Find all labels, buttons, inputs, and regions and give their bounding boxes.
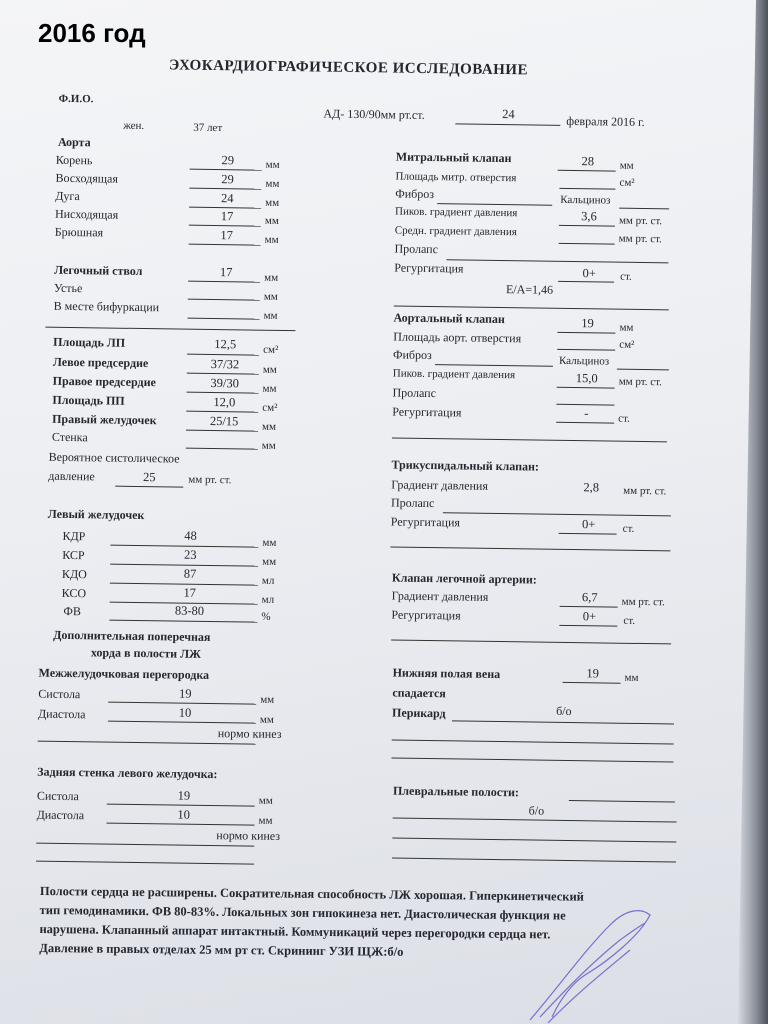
aorta-arch-value: 24 xyxy=(220,191,234,206)
rv-label: Правый желудочек xyxy=(52,411,157,428)
exam-day: 24 xyxy=(502,107,515,122)
unit-cm2: см² xyxy=(263,343,279,356)
unit-mm: мм xyxy=(265,177,280,190)
aortic-title: Аортальный клапан xyxy=(393,310,506,327)
aortic-regurg-value: - xyxy=(584,406,589,421)
psp-label-1: Вероятное систолическое xyxy=(48,449,180,466)
aortic-value: 19 xyxy=(581,316,594,331)
mitral-area-label: Площадь митр. отверстия xyxy=(395,170,517,185)
aorta-ascending-value: 29 xyxy=(221,172,234,187)
unit-st: ст. xyxy=(623,614,636,627)
unit-mmhg: мм рт. ст. xyxy=(618,375,662,389)
pv-regurg-label: Регургитация xyxy=(391,607,461,623)
unit-percent: % xyxy=(261,610,271,623)
aortic-peak-value: 15,0 xyxy=(575,371,598,386)
ivs-diastole-value: 10 xyxy=(178,705,192,720)
ivs-systole-label: Систола xyxy=(38,686,81,702)
mitral-title: Митральный клапан xyxy=(395,149,512,166)
pw-systole-label: Систола xyxy=(36,788,79,804)
aorta-descending-value: 17 xyxy=(220,209,234,224)
aorta-root-value: 29 xyxy=(221,153,235,168)
unit-ml: мл xyxy=(261,593,275,606)
lv-esd-label: КСР xyxy=(62,547,85,563)
unit-mm: мм xyxy=(262,363,277,376)
unit-mmhg: мм рт. ст. xyxy=(623,484,667,498)
unit-mm: мм xyxy=(260,693,275,706)
conclusion-line-4: Давление в правых отделах 25 мм рт ст. Скрининг УЗИ ЩЖ:б/о xyxy=(39,940,404,959)
tricuspid-regurg-label: Регургитация xyxy=(390,514,461,530)
pv-regurg-value: 0+ xyxy=(582,609,597,624)
pv-gradient-label: Градиент давления xyxy=(391,588,489,604)
tricuspid-prolapse-label: Пролапс xyxy=(390,495,435,511)
unit-mm: мм xyxy=(263,290,278,303)
lv-esv-label: КСО xyxy=(61,585,87,601)
ostium-label: Устье xyxy=(53,280,83,296)
ivs-systole-value: 19 xyxy=(178,686,192,701)
pleural-value: б/о xyxy=(528,803,545,818)
pericardium-value: б/о xyxy=(556,703,572,719)
conclusion-line-3: нарушена. Клапанный аппарат интактный. Коммуникаций через перегородки сердца нет. xyxy=(39,921,551,942)
aortic-fibrosis-label: Фиброз xyxy=(392,347,432,363)
unit-mm: мм xyxy=(261,420,277,433)
lv-edd-label: КДР xyxy=(62,528,86,544)
ivc-value: 19 xyxy=(586,666,600,681)
ivs-kinesis: нормо кинез xyxy=(217,726,282,742)
pw-diastole-label: Диастола xyxy=(36,807,85,823)
pw-kinesis: нормо кинез xyxy=(216,828,281,843)
tricuspid-regurg-value: 0+ xyxy=(581,517,596,532)
unit-mm: мм xyxy=(262,382,277,395)
lv-edv-value: 87 xyxy=(183,566,197,581)
pw-diastole-value: 10 xyxy=(177,807,190,822)
mitral-mean-label: Средн. градиент давления xyxy=(394,224,517,239)
page-title: ЭХОКАРДИОГРАФИЧЕСКОЕ ИССЛЕДОВАНИЕ xyxy=(168,57,529,79)
unit-mm: мм xyxy=(262,536,277,549)
unit-mm: мм xyxy=(264,214,279,227)
pw-title: Задняя стенка левого желудочка: xyxy=(37,764,218,782)
lv-esd-value: 23 xyxy=(183,547,197,562)
aortic-calc-label: Кальциноз xyxy=(558,354,610,368)
tricuspid-gradient-value: 2,8 xyxy=(583,480,600,495)
ra-label: Правое предсердие xyxy=(52,373,156,390)
psp-label-2: давление xyxy=(48,468,95,484)
bifurcation-label: В месте бифуркации xyxy=(53,298,160,315)
mitral-value: 28 xyxy=(581,154,595,169)
ivs-diastole-label: Диастола xyxy=(37,706,86,722)
unit-mm: мм xyxy=(264,271,279,284)
unit-mmhg: мм рт. ст. xyxy=(621,595,665,609)
mitral-ea-ratio: E/A=1,46 xyxy=(505,282,554,297)
unit-st: ст. xyxy=(622,522,635,535)
unit-mm: мм xyxy=(264,233,279,246)
age-value: 37 лет xyxy=(193,121,223,135)
rv-value: 25/15 xyxy=(209,413,239,429)
unit-mm: мм xyxy=(265,196,280,209)
mitral-fibrosis-label: Фиброз xyxy=(395,186,435,202)
conclusion-line-2: тип гемодинамики. ФВ 80-83%. Локальных зон гипокинеза нет. Диастолическая функция не xyxy=(39,902,566,923)
ra-area-label: Площадь ПП xyxy=(52,392,125,408)
pulmonary-trunk-value: 17 xyxy=(219,265,233,280)
tricuspid-title: Трикуспидальный клапан: xyxy=(391,457,540,474)
mitral-prolapse-label: Пролапс xyxy=(394,241,439,257)
aorta-descending-label: Нисходящая xyxy=(54,206,119,222)
pericardium-label: Перикард xyxy=(391,705,446,721)
unit-st: ст. xyxy=(620,270,632,283)
unit-mm: мм xyxy=(261,439,276,452)
mitral-peak-value: 3,6 xyxy=(581,209,597,224)
pulmonary-valve-title: Клапан легочной артерии: xyxy=(391,570,537,587)
mitral-regurg-value: 0+ xyxy=(582,266,596,281)
unit-cm2: см² xyxy=(619,338,635,351)
unit-mm: мм xyxy=(624,671,639,684)
tricuspid-gradient-label: Градиент давления xyxy=(391,477,489,493)
unit-mm: мм xyxy=(619,321,634,334)
mitral-peak-label: Пиков. градиент давления xyxy=(395,205,518,220)
unit-mm: мм xyxy=(619,159,634,172)
mitral-calc-label: Кальциноз xyxy=(560,193,611,207)
ra-value: 39/30 xyxy=(210,375,240,391)
chord-line-1: Дополнительная поперечная xyxy=(53,627,211,644)
la-area-value: 12,5 xyxy=(214,337,237,352)
pw-systole-value: 19 xyxy=(177,788,191,803)
la-value: 37/32 xyxy=(210,356,240,372)
lv-ef-label: ФВ xyxy=(63,603,82,619)
unit-mm: мм xyxy=(265,158,280,171)
unit-mm: мм xyxy=(259,713,274,726)
aortic-prolapse-label: Пролапс xyxy=(392,385,437,401)
wall-label: Стенка xyxy=(51,429,88,445)
unit-mm: мм xyxy=(258,794,273,807)
pulmonary-trunk-title: Легочный ствол xyxy=(54,262,143,279)
lv-edv-label: КДО xyxy=(61,566,87,582)
conclusion-line-1: Полости сердца не расширены. Сократительная способность ЛЖ хорошая. Гиперкинетический xyxy=(39,883,584,904)
la-label: Левое предсердие xyxy=(52,354,149,371)
lv-edd-value: 48 xyxy=(184,528,197,543)
aortic-regurg-label: Регургитация xyxy=(392,404,462,420)
sex-value: жен. xyxy=(123,119,145,133)
bp-label: АД- 130/90мм рт.ст. xyxy=(323,106,425,122)
unit-mm: мм xyxy=(262,555,277,568)
exam-month-year: февраля 2016 г. xyxy=(566,113,645,130)
unit-mm: мм xyxy=(258,814,273,827)
mitral-regurg-label: Регургитация xyxy=(394,260,464,276)
aorta-abdominal-label: Брюшная xyxy=(54,224,104,240)
pleural-label: Плевральные полости: xyxy=(392,783,520,800)
unit-st: ст. xyxy=(618,412,630,425)
psp-value: 25 xyxy=(143,470,156,485)
la-area-label: Площадь ЛП xyxy=(53,334,126,350)
aorta-abdominal-value: 17 xyxy=(220,228,234,243)
unit-mmhg: мм рт. ст. xyxy=(618,214,663,228)
unit-mmhg: мм рт. ст. xyxy=(618,232,662,246)
unit-ml: мл xyxy=(261,574,275,587)
ivc-title: Нижняя полая вена xyxy=(392,665,501,682)
signature-scribble xyxy=(490,905,660,1024)
chord-line-2: хорда в полости ЛЖ xyxy=(90,645,202,661)
ivs-title: Межжелудочковая перегородка xyxy=(38,665,210,682)
aorta-ascending-label: Восходящая xyxy=(55,170,119,186)
ivc-collapse: спадается xyxy=(392,685,446,701)
aortic-peak-label: Пиков. градиент давления xyxy=(392,367,516,382)
unit-mm: мм xyxy=(263,309,278,322)
lv-ef-value: 83-80 xyxy=(174,603,205,618)
ra-area-value: 12,0 xyxy=(213,395,236,410)
aorta-root-label: Корень xyxy=(55,152,93,168)
lv-title: Левый желудочек xyxy=(47,506,145,523)
aortic-area-label: Площадь аорт. отверстия xyxy=(393,329,522,346)
lv-esv-value: 17 xyxy=(183,585,197,600)
aorta-title: Аорта xyxy=(57,134,91,150)
fio-label: Ф.И.О. xyxy=(58,92,94,106)
unit-cm2: см² xyxy=(619,176,635,189)
unit-cm2: см² xyxy=(262,401,278,414)
unit-mmhg: мм рт. ст. xyxy=(188,473,232,487)
aorta-arch-label: Дуга xyxy=(55,188,80,204)
year-label: 2016 год xyxy=(38,18,146,48)
pv-gradient-value: 6,7 xyxy=(581,590,598,605)
